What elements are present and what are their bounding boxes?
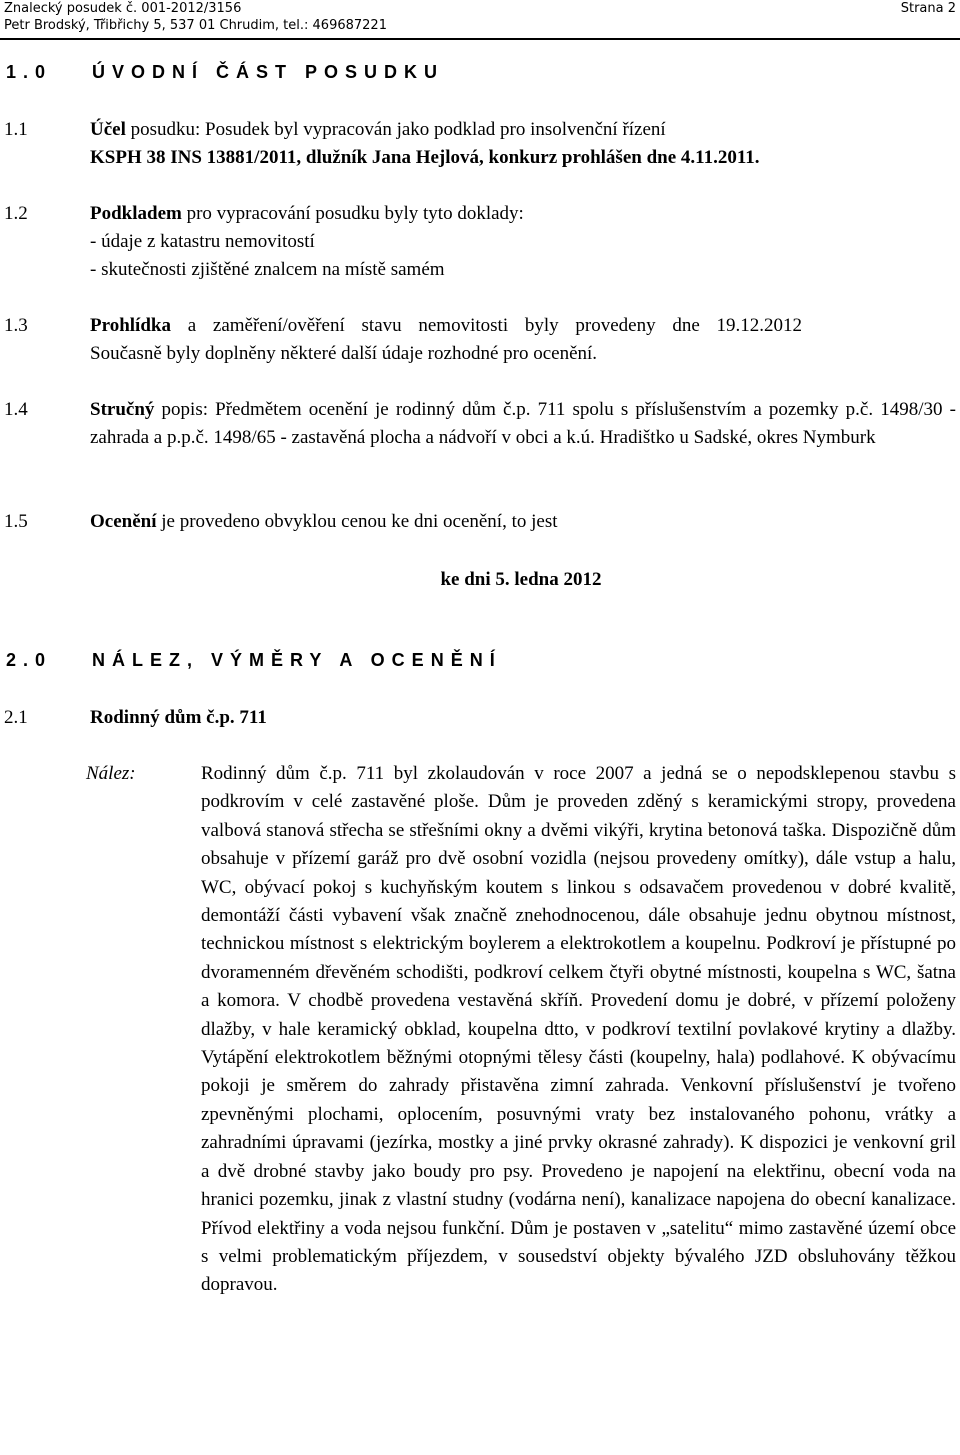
- document-title: Znalecký posudek č. 001-2012/3156: [4, 1, 242, 16]
- author-line: Petr Brodský, Třibřichy 5, 537 01 Chrudim, tel.: 469687221: [4, 18, 387, 33]
- item-1-3: [4, 312, 956, 368]
- item-keyword: Prohlídka: [90, 315, 171, 336]
- item-1-5: [4, 508, 956, 536]
- page-header: [4, 0, 956, 34]
- item-keyword: Stručný: [90, 399, 155, 420]
- page-number: Strana 2: [900, 1, 956, 16]
- item-1-1: [4, 116, 956, 172]
- item-text: a zaměření/ověření stavu nemovitosti byly provedeny dne 19.12.2012: [170, 315, 803, 336]
- item-text-line2: KSPH 38 INS 13881/2011, dlužník Jana Hejlová, konkurz prohlášen dne 4.11.2011.: [90, 147, 760, 168]
- section-title: ÚVODNÍ ČÁST POSUDKU: [92, 62, 445, 82]
- item-keyword: Účel: [90, 119, 126, 140]
- section-heading-1: [6, 62, 444, 83]
- header-divider: [0, 38, 960, 40]
- item-keyword: Podkladem: [90, 203, 182, 224]
- list-item: - skutečnosti zjištěné znalcem na místě samém: [90, 259, 445, 280]
- section-title: NÁLEZ, VÝMĚRY A OCENĚNÍ: [92, 650, 502, 670]
- item-2-1: [4, 704, 956, 732]
- item-keyword: Ocenění: [90, 511, 157, 532]
- nalez-text: Rodinný dům č.p. 711 byl zkolaudován v roce 2007 a jedná se o nepodsklepenou stavbu s podkrovím v celé zastavěné ploše. Dům je proveden zděný s keramickými stropy, provedena valbová stanová střecha se střešními okny a dvěmi vikýři, krytina betonová taška. Dispozičně dům obsahuje v přízemí garáž pro dvě osobní vozidla (nejsou provedeny omítky), dále vstup a halu, WC, obývací pokoj s kuchyňským koutem s linkou s odsavačem provedenou v dobré kvalitě, demontáží části vybavení však značně znehodnocenou, dále obsahuje jednu obytnou místnost, technickou místnost s elektrickým boylerem a elektrokotlem a koupelnu. Podkroví je přístupné po dvoramenném dřevěném schodišti, podkroví celkem čtyři obytné místnosti, koupelna s WC, šatna a komora. V chodbě provedena vestavěná skříň. Provedení domu je dobré, v přízemí položeny dlažby, v hale keramický obklad, koupelna dtto, v podkroví textilní povlakové krytiny a dlažby. Vytápění elektrokotlem běžnými otopnými tělesy části (koupelny, hala) podlahové. K obývacímu pokoji je směrem do zahrady přistavěna zimní zahrada. Venkovní příslušenství je tvořeno zpevněnými plochami, oplocením, posuvnými vraty bez instalovaného pohonu, vrátky a zahradními úpravami (jezírka, mostky a jiné prvky okrasné zahrady). K dispozici je venkovní gril a dvě drobné stavby jako boudy pro psy. Provedeno je napojení na elektřinu, obecní voda na hranici pozemku, jinak z vlastní studny (vodárna není), kanalizace napojena do obecní kanalizace. Přívod elektřiny a voda nejsou funkční. Dům je postaven v „satelitu“ mimo zastavěné území obce s velmi problematickým příjezdem, v sousedství objekty bývalého JZD obsluhovány těžkou dopravou.: [201, 763, 956, 1296]
- item-text-line2: Současně byly doplněny některé další údaje rozhodné pro ocenění.: [90, 343, 598, 364]
- section-heading-2: [6, 650, 502, 671]
- item-title: Rodinný dům č.p. 711: [90, 707, 267, 728]
- section-number: 2.0: [6, 650, 53, 670]
- item-number: 2.1: [4, 707, 28, 728]
- item-text: je provedeno obvyklou cenou ke dni ocenění, to jest: [156, 511, 558, 532]
- valuation-date: ke dni 5. ledna 2012: [440, 569, 602, 590]
- section-number: 1.0: [6, 62, 53, 82]
- nalez-label: Nález:: [86, 763, 136, 784]
- item-number: 1.1: [4, 119, 28, 140]
- list-item: - údaje z katastru nemovitostí: [90, 231, 315, 252]
- item-text: popis: Předmětem ocenění je rodinný dům č.p. 711 spolu s příslušenstvím a pozemky p.č. 1498/30 - zahrada a p.p.č. 1498/65 - zastavěná plocha a nádvoří v obci a k.ú. Hradištko u Sadské, okres Nymburk: [90, 399, 956, 448]
- item-number: 1.4: [4, 399, 28, 420]
- item-1-2: [4, 200, 956, 284]
- item-text: pro vypracování posudku byly tyto doklady:: [181, 203, 524, 224]
- item-text: posudku: Posudek byl vypracován jako podklad pro insolvenční řízení: [125, 119, 666, 140]
- item-number: 1.2: [4, 203, 28, 224]
- item-1-4: [4, 396, 956, 452]
- item-number: 1.3: [4, 315, 28, 336]
- item-number: 1.5: [4, 511, 28, 532]
